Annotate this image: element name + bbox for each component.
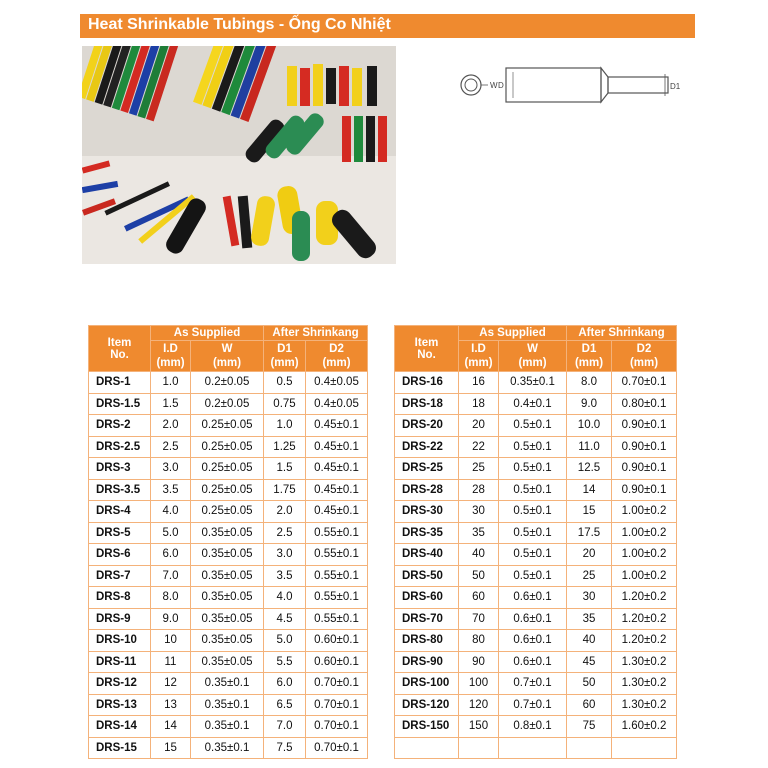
cell-d2 xyxy=(612,737,677,759)
cell-w: 0.7±0.1 xyxy=(499,673,567,695)
cell-w: 0.2±0.05 xyxy=(191,372,264,394)
cell-d1: 5.5 xyxy=(264,651,306,673)
cell-item: DRS-7 xyxy=(89,565,151,587)
cell-w: 0.8±0.1 xyxy=(499,716,567,738)
cell-d1: 45 xyxy=(567,651,612,673)
cell-d1: 6.5 xyxy=(264,694,306,716)
cell-id: 150 xyxy=(459,716,499,738)
cell-id: 4.0 xyxy=(151,501,191,523)
cell-d2: 0.60±0.1 xyxy=(306,651,368,673)
table-row xyxy=(89,737,368,759)
cross-section-outer xyxy=(461,75,481,95)
cell-w: 0.5±0.1 xyxy=(499,436,567,458)
cell-d2: 1.00±0.2 xyxy=(612,522,677,544)
cell-d1: 7.0 xyxy=(264,716,306,738)
cell-id: 18 xyxy=(459,393,499,415)
cell-d1: 8.0 xyxy=(567,372,612,394)
cross-section-inner xyxy=(465,79,477,91)
table-row xyxy=(89,436,368,458)
cell-item: DRS-100 xyxy=(395,673,459,695)
cell-w: 0.5±0.1 xyxy=(499,544,567,566)
cell-item: DRS-1 xyxy=(89,372,151,394)
cell-item: DRS-2 xyxy=(89,415,151,437)
cell-w: 0.35±0.05 xyxy=(191,565,264,587)
cell-item: DRS-10 xyxy=(89,630,151,652)
header-d2: D2 (mm) xyxy=(612,341,677,372)
cell-d1: 3.0 xyxy=(264,544,306,566)
cell-w: 0.5±0.1 xyxy=(499,565,567,587)
cell-d2: 0.55±0.1 xyxy=(306,522,368,544)
cell-id: 20 xyxy=(459,415,499,437)
cell-d1: 2.5 xyxy=(264,522,306,544)
label-d1: D1 xyxy=(670,82,681,91)
cell-d1: 60 xyxy=(567,694,612,716)
header-as-supplied: As Supplied xyxy=(151,326,264,341)
cell-item: DRS-30 xyxy=(395,501,459,523)
table-row xyxy=(89,651,368,673)
header-d1: D1 (mm) xyxy=(264,341,306,372)
title-bar xyxy=(80,14,695,38)
cell-d2: 0.60±0.1 xyxy=(306,630,368,652)
cell-d1: 50 xyxy=(567,673,612,695)
table-row xyxy=(395,372,677,394)
cell-d2: 1.60±0.2 xyxy=(612,716,677,738)
cell-id: 1.0 xyxy=(151,372,191,394)
table-row xyxy=(395,608,677,630)
cell-id: 3.0 xyxy=(151,458,191,480)
spec-table-right-body xyxy=(395,372,677,759)
cell-d2: 0.45±0.1 xyxy=(306,501,368,523)
cell-w: 0.6±0.1 xyxy=(499,587,567,609)
cell-w: 0.5±0.1 xyxy=(499,415,567,437)
cell-w: 0.5±0.1 xyxy=(499,458,567,480)
cell-d2: 0.90±0.1 xyxy=(612,458,677,480)
cell-w: 0.25±0.05 xyxy=(191,479,264,501)
header-id: I.D (mm) xyxy=(151,341,191,372)
cell-id: 3.5 xyxy=(151,479,191,501)
cell-d2: 1.20±0.2 xyxy=(612,630,677,652)
cell-id: 35 xyxy=(459,522,499,544)
table-row xyxy=(395,415,677,437)
cell-id: 7.0 xyxy=(151,565,191,587)
cell-id: 22 xyxy=(459,436,499,458)
cell-w: 0.5±0.1 xyxy=(499,479,567,501)
cell-id: 11 xyxy=(151,651,191,673)
cell-id: 13 xyxy=(151,694,191,716)
cell-d2: 0.90±0.1 xyxy=(612,436,677,458)
header-id: I.D (mm) xyxy=(459,341,499,372)
cell-w: 0.6±0.1 xyxy=(499,651,567,673)
cell-id: 10 xyxy=(151,630,191,652)
cell-id: 60 xyxy=(459,587,499,609)
cell-item: DRS-28 xyxy=(395,479,459,501)
cell-item: DRS-8 xyxy=(89,587,151,609)
cell-id: 14 xyxy=(151,716,191,738)
cell-item: DRS-2.5 xyxy=(89,436,151,458)
cell-d1: 9.0 xyxy=(567,393,612,415)
table-row xyxy=(89,608,368,630)
cell-d2: 0.90±0.1 xyxy=(612,479,677,501)
cell-d2: 1.30±0.2 xyxy=(612,651,677,673)
table-row xyxy=(395,522,677,544)
cell-id: 5.0 xyxy=(151,522,191,544)
cell-id: 25 xyxy=(459,458,499,480)
cell-d2: 0.55±0.1 xyxy=(306,544,368,566)
cell-d2: 0.45±0.1 xyxy=(306,415,368,437)
cell-id: 9.0 xyxy=(151,608,191,630)
table-row xyxy=(395,716,677,738)
cell-id: 30 xyxy=(459,501,499,523)
cell-d2: 0.70±0.1 xyxy=(306,673,368,695)
cell-d1: 14 xyxy=(567,479,612,501)
header-d2: D2 (mm) xyxy=(306,341,368,372)
cell-id: 70 xyxy=(459,608,499,630)
spec-table-left xyxy=(88,325,368,759)
cell-w: 0.35±0.1 xyxy=(499,372,567,394)
cell-id: 1.5 xyxy=(151,393,191,415)
cell-item: DRS-80 xyxy=(395,630,459,652)
cell-item: DRS-1.5 xyxy=(89,393,151,415)
cell-w: 0.7±0.1 xyxy=(499,694,567,716)
cell-id: 80 xyxy=(459,630,499,652)
cell-id: 90 xyxy=(459,651,499,673)
cell-w: 0.5±0.1 xyxy=(499,501,567,523)
cell-d1: 6.0 xyxy=(264,673,306,695)
table-row xyxy=(395,458,677,480)
cell-w: 0.35±0.05 xyxy=(191,544,264,566)
cell-d1: 17.5 xyxy=(567,522,612,544)
header-w: W (mm) xyxy=(499,341,567,372)
cell-w: 0.4±0.1 xyxy=(499,393,567,415)
cell-w: 0.35±0.05 xyxy=(191,630,264,652)
cell-d1: 25 xyxy=(567,565,612,587)
table-row xyxy=(89,522,368,544)
cell-d2: 0.45±0.1 xyxy=(306,479,368,501)
cell-id: 6.0 xyxy=(151,544,191,566)
shrunk-tube xyxy=(608,77,668,93)
cell-item: DRS-5 xyxy=(89,522,151,544)
cell-w: 0.6±0.1 xyxy=(499,608,567,630)
table-row xyxy=(395,565,677,587)
cell-w: 0.25±0.05 xyxy=(191,415,264,437)
cell-d1: 10.0 xyxy=(567,415,612,437)
cell-id: 40 xyxy=(459,544,499,566)
product-photo xyxy=(82,46,396,264)
cell-item: DRS-15 xyxy=(89,737,151,759)
cell-w: 0.35±0.1 xyxy=(191,673,264,695)
cell-id xyxy=(459,737,499,759)
spec-table-right xyxy=(394,325,677,759)
cell-w: 0.25±0.05 xyxy=(191,458,264,480)
cell-d1: 40 xyxy=(567,630,612,652)
header-after-shrinkang: After Shrinkang xyxy=(264,326,368,341)
cell-w: 0.35±0.05 xyxy=(191,651,264,673)
table-row xyxy=(395,673,677,695)
cell-d2: 0.4±0.05 xyxy=(306,393,368,415)
cell-item: DRS-3.5 xyxy=(89,479,151,501)
cell-d1: 12.5 xyxy=(567,458,612,480)
cell-w: 0.35±0.05 xyxy=(191,587,264,609)
cell-d2: 1.20±0.2 xyxy=(612,587,677,609)
table-row xyxy=(89,694,368,716)
cell-item: DRS-25 xyxy=(395,458,459,480)
table-row xyxy=(395,587,677,609)
cell-item: DRS-3 xyxy=(89,458,151,480)
table-row xyxy=(89,393,368,415)
table-row xyxy=(89,415,368,437)
cell-id: 100 xyxy=(459,673,499,695)
cell-w: 0.35±0.1 xyxy=(191,694,264,716)
header-as-supplied: As Supplied xyxy=(459,326,567,341)
cell-d2: 0.55±0.1 xyxy=(306,608,368,630)
tube-body xyxy=(506,68,601,102)
table-row xyxy=(89,479,368,501)
table-row xyxy=(395,393,677,415)
cell-d2: 0.55±0.1 xyxy=(306,587,368,609)
cell-d2: 0.70±0.1 xyxy=(612,372,677,394)
cell-item: DRS-22 xyxy=(395,436,459,458)
cell-d1: 4.5 xyxy=(264,608,306,630)
cell-d2: 1.30±0.2 xyxy=(612,694,677,716)
tubing-dimension-diagram xyxy=(458,60,698,110)
table-row xyxy=(89,716,368,738)
cell-id: 2.0 xyxy=(151,415,191,437)
cell-id: 12 xyxy=(151,673,191,695)
cell-d1: 7.5 xyxy=(264,737,306,759)
cell-item: DRS-9 xyxy=(89,608,151,630)
table-row xyxy=(395,501,677,523)
cell-d1: 3.5 xyxy=(264,565,306,587)
cell-d1: 75 xyxy=(567,716,612,738)
cell-d2: 0.45±0.1 xyxy=(306,458,368,480)
cell-item: DRS-60 xyxy=(395,587,459,609)
cell-d1: 11.0 xyxy=(567,436,612,458)
cell-item: DRS-6 xyxy=(89,544,151,566)
cell-d2: 0.70±0.1 xyxy=(306,716,368,738)
header-after-shrinkang: After Shrinkang xyxy=(567,326,677,341)
label-d: D xyxy=(498,81,504,90)
cell-d2: 1.20±0.2 xyxy=(612,608,677,630)
cell-w: 0.5±0.1 xyxy=(499,522,567,544)
table-row xyxy=(89,587,368,609)
cell-id: 50 xyxy=(459,565,499,587)
cell-d1: 1.5 xyxy=(264,458,306,480)
table-row xyxy=(89,458,368,480)
cell-item: DRS-13 xyxy=(89,694,151,716)
cell-d1: 0.5 xyxy=(264,372,306,394)
cell-d1: 20 xyxy=(567,544,612,566)
cell-d1: 1.75 xyxy=(264,479,306,501)
cell-w: 0.35±0.1 xyxy=(191,737,264,759)
cell-item: DRS-40 xyxy=(395,544,459,566)
cell-w: 0.25±0.05 xyxy=(191,436,264,458)
table-row xyxy=(89,630,368,652)
cell-item: DRS-16 xyxy=(395,372,459,394)
cell-d2: 1.00±0.2 xyxy=(612,544,677,566)
cell-item: DRS-50 xyxy=(395,565,459,587)
cell-w: 0.35±0.1 xyxy=(191,716,264,738)
header-d1: D1 (mm) xyxy=(567,341,612,372)
cell-item: DRS-20 xyxy=(395,415,459,437)
cell-w: 0.35±0.05 xyxy=(191,522,264,544)
cell-d2: 0.45±0.1 xyxy=(306,436,368,458)
cell-item: DRS-12 xyxy=(89,673,151,695)
cell-d2: 0.70±0.1 xyxy=(306,694,368,716)
table-row xyxy=(89,501,368,523)
cell-d1: 30 xyxy=(567,587,612,609)
cell-w: 0.25±0.05 xyxy=(191,501,264,523)
table-row xyxy=(395,651,677,673)
cell-w: 0.6±0.1 xyxy=(499,630,567,652)
cell-d1: 1.25 xyxy=(264,436,306,458)
cell-w xyxy=(499,737,567,759)
cell-id: 8.0 xyxy=(151,587,191,609)
cell-d2: 0.4±0.05 xyxy=(306,372,368,394)
table-row xyxy=(395,544,677,566)
table-row xyxy=(395,436,677,458)
cell-d2: 1.30±0.2 xyxy=(612,673,677,695)
cell-item: DRS-14 xyxy=(89,716,151,738)
table-row xyxy=(395,694,677,716)
cell-d1 xyxy=(567,737,612,759)
cell-item: DRS-11 xyxy=(89,651,151,673)
table-row xyxy=(89,544,368,566)
cell-d2: 1.00±0.2 xyxy=(612,501,677,523)
cell-id: 16 xyxy=(459,372,499,394)
cell-d1: 15 xyxy=(567,501,612,523)
cell-d1: 5.0 xyxy=(264,630,306,652)
header-item: Item No. xyxy=(89,326,151,372)
cell-d2: 0.70±0.1 xyxy=(306,737,368,759)
cell-d2: 0.80±0.1 xyxy=(612,393,677,415)
cell-id: 28 xyxy=(459,479,499,501)
cell-d1: 2.0 xyxy=(264,501,306,523)
cell-d2: 0.90±0.1 xyxy=(612,415,677,437)
cell-id: 120 xyxy=(459,694,499,716)
cell-d1: 0.75 xyxy=(264,393,306,415)
cell-id: 2.5 xyxy=(151,436,191,458)
cell-w: 0.35±0.05 xyxy=(191,608,264,630)
cell-d1: 4.0 xyxy=(264,587,306,609)
table-row xyxy=(395,737,677,759)
cell-item: DRS-4 xyxy=(89,501,151,523)
label-w: W xyxy=(490,81,498,90)
spec-table-left-body xyxy=(89,372,368,759)
table-row xyxy=(89,372,368,394)
cell-item: DRS-35 xyxy=(395,522,459,544)
cell-d1: 35 xyxy=(567,608,612,630)
tubing-photo-illustration xyxy=(82,46,396,264)
cell-d2: 1.00±0.2 xyxy=(612,565,677,587)
cell-item xyxy=(395,737,459,759)
cell-item: DRS-120 xyxy=(395,694,459,716)
cell-d1: 1.0 xyxy=(264,415,306,437)
table-row xyxy=(89,565,368,587)
cell-id: 15 xyxy=(151,737,191,759)
table-row xyxy=(89,673,368,695)
table-row xyxy=(395,630,677,652)
header-item: Item No. xyxy=(395,326,459,372)
cell-item: DRS-90 xyxy=(395,651,459,673)
page-title: Heat Shrinkable Tubings - Ống Co Nhiệt xyxy=(88,16,391,33)
header-w: W (mm) xyxy=(191,341,264,372)
cell-item: DRS-18 xyxy=(395,393,459,415)
table-row xyxy=(395,479,677,501)
cell-item: DRS-70 xyxy=(395,608,459,630)
cell-item: DRS-150 xyxy=(395,716,459,738)
cell-w: 0.2±0.05 xyxy=(191,393,264,415)
cell-d2: 0.55±0.1 xyxy=(306,565,368,587)
